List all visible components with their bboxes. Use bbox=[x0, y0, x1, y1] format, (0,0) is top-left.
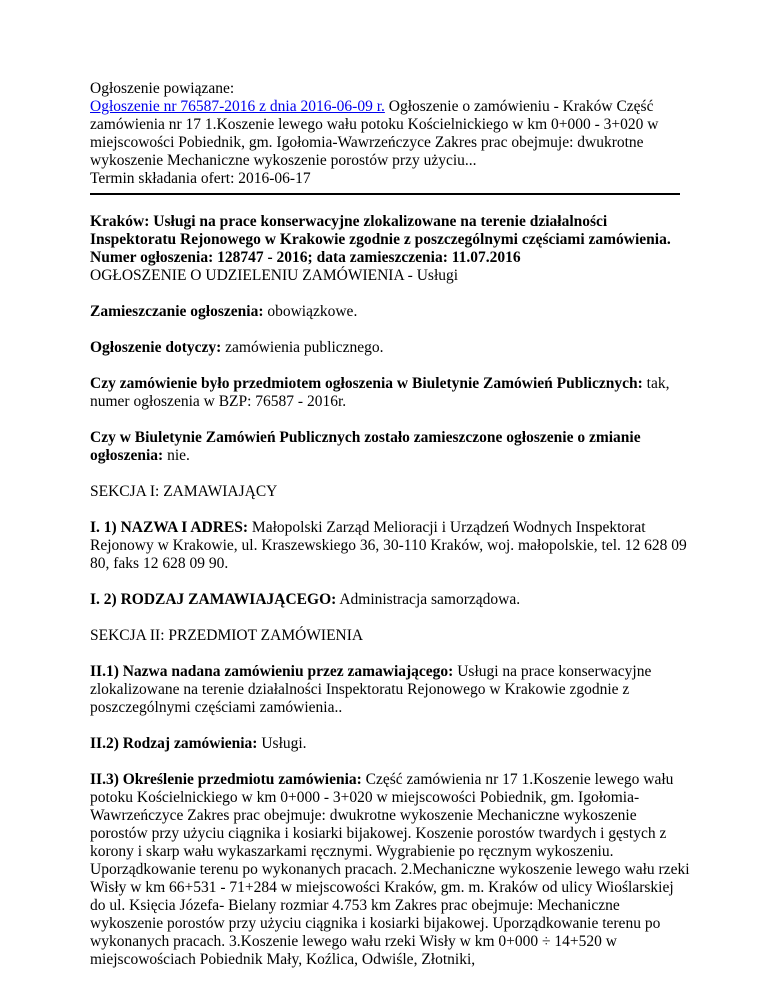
section1-name-address: I. 1) NAZWA I ADRES: Małopolski Zarząd Melioracji i Urządzeń Wodnych Inspektorat Rejonowy w Krakowie, ul. Kraszewskiego 36, 30-110 Kraków, woj. małopolskie, tel. 12 628 09 80, faks 12 628 09 90. bbox=[90, 519, 687, 572]
section2-description: II.3) Określenie przedmiotu zamówienia: Część zamówienia nr 17 1.Koszenie lewego wału potoku Kościelnickiego w km 0+000 - 3+020 w miejscowości Pobiednik, gm. Igołomia-Wawrzeńczyce Zakres prac obejmuje: dwukrotne wykoszenie Mechaniczne wykoszenie porostów przy użyciu ciągnika i kosiarki bijakowej. Koszenie porostów twardych i gęstych z korony i skarp wału wykaszarkami ręcznymi. Wygrabienie po ręcznym wykoszeniu. Uporządkowanie terenu po wykonanych pracach. 2.Mechaniczne wykoszenie lewego wału rzeki Wisły w km 66+531 - 71+284 w miejscowości Kraków, gm. m. Kraków od ulicy Wioślarskiej do ul. Księcia Józefa- Bielany rozmiar 4.753 km Zakres prac obejmuje: Mechaniczne wykoszenie porostów przy użyciu ciągnika i kosiarki bijakowej. Uporządkowanie terenu po wykonanych pracach. 3.Koszenie lewego wału rzeki Wisły w km 0+000 ÷ 14+520 w miejscowościach Pobiednik Mały, Koźlica, Odwiśle, Złotniki, bbox=[90, 771, 690, 968]
divider bbox=[90, 193, 680, 195]
related-description: Ogłoszenie o zamówieniu - Kraków Część zamówienia nr 17 1.Koszenie lewego wału potoku Kościelnickiego w km 0+000 - 3+020 w miejscowości Pobiednik, gm. Igołomia-Wawrzeńczyce Zakres prac obejmuje: dwukrotne wykoszenie Mechaniczne wykoszenie porostów przy użyciu... bbox=[90, 98, 659, 169]
field-bzp-published: Czy zamówienie było przedmiotem ogłoszenia w Biuletynie Zamówień Publicznych: tak, numer ogłoszenia w BZP: 76587 - 2016r. bbox=[90, 375, 670, 410]
document-page bbox=[90, 80, 690, 987]
related-notice bbox=[90, 80, 690, 188]
related-body bbox=[90, 98, 690, 170]
related-heading: Ogłoszenie powiązane: bbox=[90, 80, 235, 97]
announcement-number: Numer ogłoszenia: 128747 - 2016; data zamieszczenia: 11.07.2016 bbox=[90, 249, 521, 266]
section2-name: II.1) Nazwa nadana zamówieniu przez zamawiającego: Usługi na prace konserwacyjne zlokalizowane na terenie działalności Inspektoratu Rejonowego w Krakowie zgodnie z poszczególnymi częściami zamówienia.. bbox=[90, 663, 652, 716]
section1-kind: I. 2) RODZAJ ZAMAWIAJĄCEGO: Administracja samorządowa. bbox=[90, 591, 521, 608]
field-bzp-change: Czy w Biuletynie Zamówień Publicznych zostało zamieszczone ogłoszenie o zmianie ogłoszenia: nie. bbox=[90, 429, 641, 464]
announcement-header bbox=[90, 213, 690, 285]
field-publication-mode: Zamieszczanie ogłoszenia: obowiązkowe. bbox=[90, 303, 358, 320]
related-notice-link[interactable]: Ogłoszenie nr 76587-2016 z dnia 2016-06-09 r. bbox=[90, 98, 385, 115]
related-deadline: Termin składania ofert: 2016-06-17 bbox=[90, 170, 311, 187]
section1-heading: SEKCJA I: ZAMAWIAJĄCY bbox=[90, 483, 278, 500]
announcement-title: Kraków: Usługi na prace konserwacyjne zlokalizowane na terenie działalności Inspektoratu Rejonowego w Krakowie zgodnie z poszczególnymi częściami zamówienia. bbox=[90, 213, 671, 248]
section2-heading: SEKCJA II: PRZEDMIOT ZAMÓWIENIA bbox=[90, 627, 364, 644]
announcement-type: OGŁOSZENIE O UDZIELENIU ZAMÓWIENIA - Usługi bbox=[90, 267, 459, 284]
section2-kind: II.2) Rodzaj zamówienia: Usługi. bbox=[90, 735, 307, 752]
field-notice-concerns: Ogłoszenie dotyczy: zamówienia publicznego. bbox=[90, 339, 384, 356]
